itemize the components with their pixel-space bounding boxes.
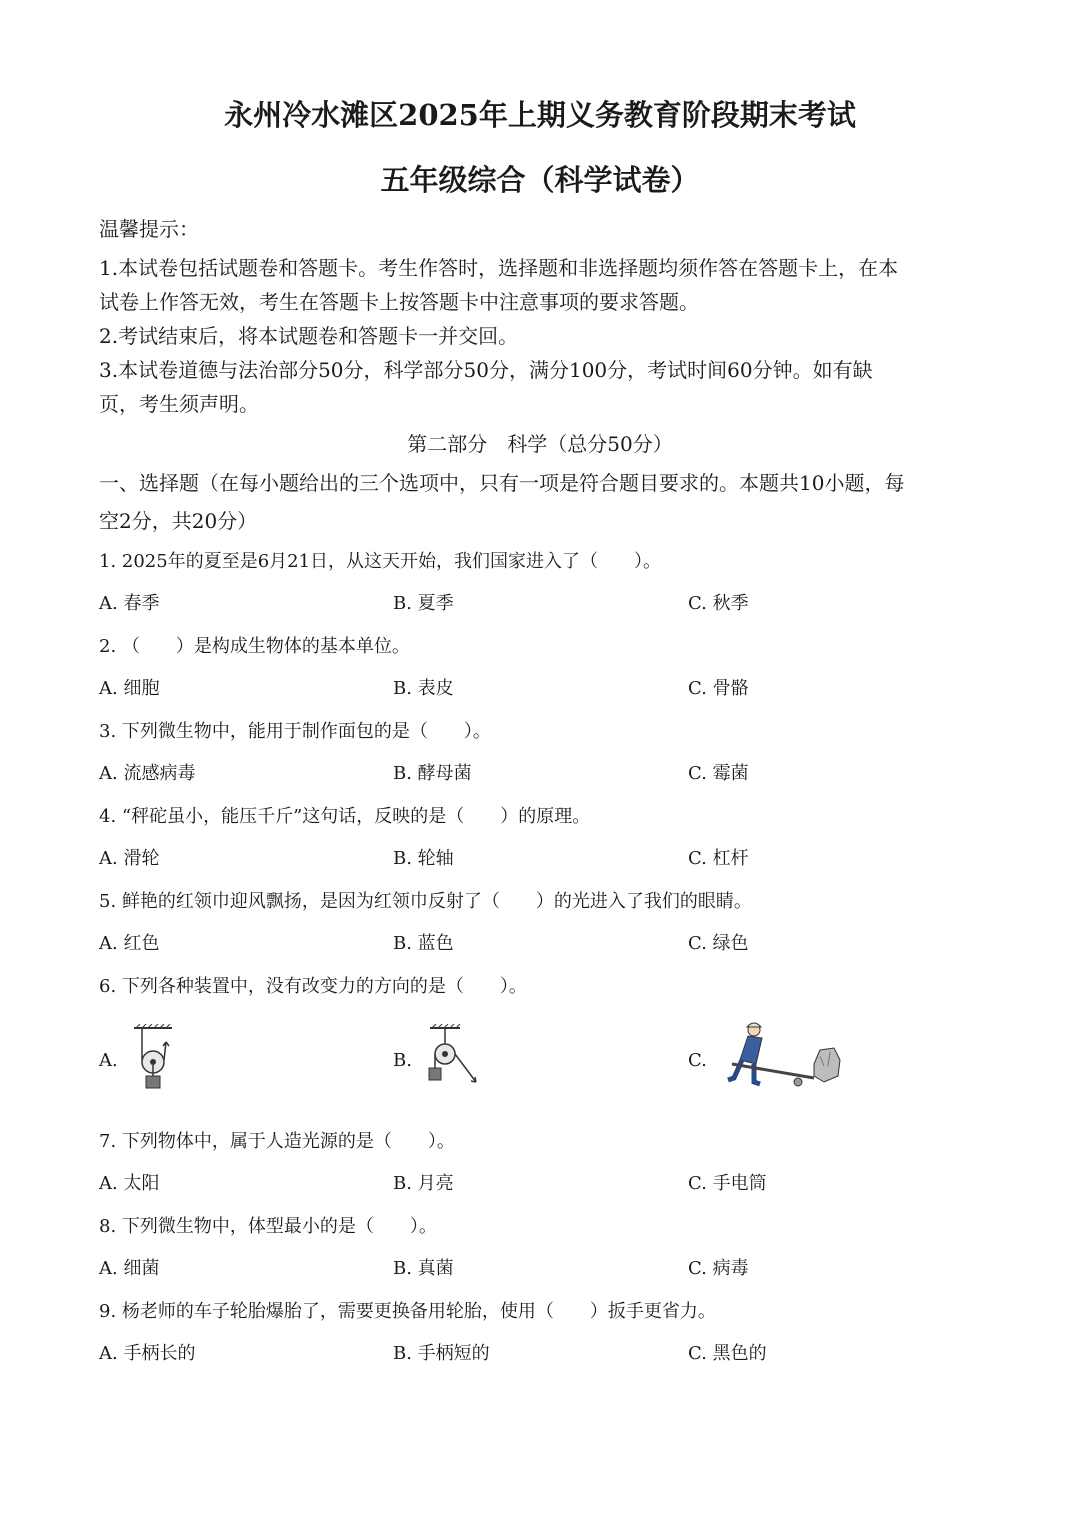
question-stem: 2. （ ）是构成生物体的基本单位。 <box>99 636 410 657</box>
notice-line: 3.本试卷道德与法治部分50分，科学部分50分，满分100分，考试时间60分钟。如有缺 <box>99 358 873 382</box>
option-c: C. 黑色的 <box>688 1343 767 1364</box>
notice-heading: 温馨提示： <box>99 217 199 241</box>
part-heading: 第二部分 科学（总分50分） <box>407 432 673 456</box>
question-stem: 6. 下列各种装置中，没有改变力的方向的是（ ）。 <box>99 976 527 997</box>
option-c: C. 杠杆 <box>688 848 749 869</box>
question-stem: 8. 下列微生物中，体型最小的是（ ）。 <box>99 1216 437 1237</box>
question-stem: 7. 下列物体中，属于人造光源的是（ ）。 <box>99 1131 455 1152</box>
option-a: A. <box>99 1050 118 1071</box>
section-heading: 一、选择题（在每小题给出的三个选项中，只有一项是符合题目要求的。本题共10小题，每 <box>99 471 905 495</box>
option-b: B. 蓝色 <box>393 933 454 954</box>
exam-subtitle: 五年级综合（科学试卷） <box>380 163 700 197</box>
option-a: A. 太阳 <box>99 1173 160 1194</box>
option-a: A. 滑轮 <box>99 848 160 869</box>
movable-pulley-icon <box>128 1024 178 1094</box>
option-b: B. 手柄短的 <box>393 1343 490 1364</box>
option-c: C. 骨骼 <box>688 678 749 699</box>
option-a: A. 细菌 <box>99 1258 160 1279</box>
option-b: B. 月亮 <box>393 1173 454 1194</box>
option-a: A. 流感病毒 <box>99 763 196 784</box>
notice-line: 2.考试结束后，将本试题卷和答题卡一并交回。 <box>99 324 519 348</box>
option-b: B. 酵母菌 <box>393 763 472 784</box>
option-c: C. 病毒 <box>688 1258 749 1279</box>
option-a: A. 红色 <box>99 933 160 954</box>
option-c: C. 绿色 <box>688 933 749 954</box>
option-a: A. 手柄长的 <box>99 1343 196 1364</box>
question-stem: 5. 鲜艳的红领巾迎风飘扬，是因为红领巾反射了（ ）的光进入了我们的眼睛。 <box>99 891 752 912</box>
question-stem: 3. 下列微生物中，能用于制作面包的是（ ）。 <box>99 721 491 742</box>
option-a: A. 细胞 <box>99 678 160 699</box>
fixed-pulley-icon <box>424 1024 484 1094</box>
question-stem: 1. 2025年的夏至是6月21日，从这天开始，我们国家进入了（ ）。 <box>99 551 662 572</box>
worker-lever-icon <box>722 1020 842 1098</box>
option-c: C. 秋季 <box>688 593 749 614</box>
notice-line: 页，考生须声明。 <box>99 392 259 416</box>
option-c: C. 手电筒 <box>688 1173 767 1194</box>
option-a: A. 春季 <box>99 593 160 614</box>
notice-line: 试卷上作答无效，考生在答题卡上按答题卡中注意事项的要求答题。 <box>99 290 699 314</box>
option-b: B. 夏季 <box>393 593 454 614</box>
option-b: B. 轮轴 <box>393 848 454 869</box>
option-c: C. <box>688 1050 707 1071</box>
section-heading-cont: 空2分，共20分） <box>99 509 258 533</box>
option-b: B. 真菌 <box>393 1258 454 1279</box>
option-b: B. 表皮 <box>393 678 454 699</box>
notice-line: 1.本试卷包括试题卷和答题卡。考生作答时，选择题和非选择题均须作答在答题卡上，在本 <box>99 256 899 280</box>
question-stem: 9. 杨老师的车子轮胎爆胎了，需要更换备用轮胎，使用（ ）扳手更省力。 <box>99 1301 716 1322</box>
exam-title: 永州冷水滩区2025年上期义务教育阶段期末考试 <box>224 98 856 132</box>
option-c: C. 霉菌 <box>688 763 749 784</box>
question-stem: 4. “秤砣虽小，能压千斤”这句话，反映的是（ ）的原理。 <box>99 806 591 827</box>
option-b: B. <box>393 1050 412 1071</box>
